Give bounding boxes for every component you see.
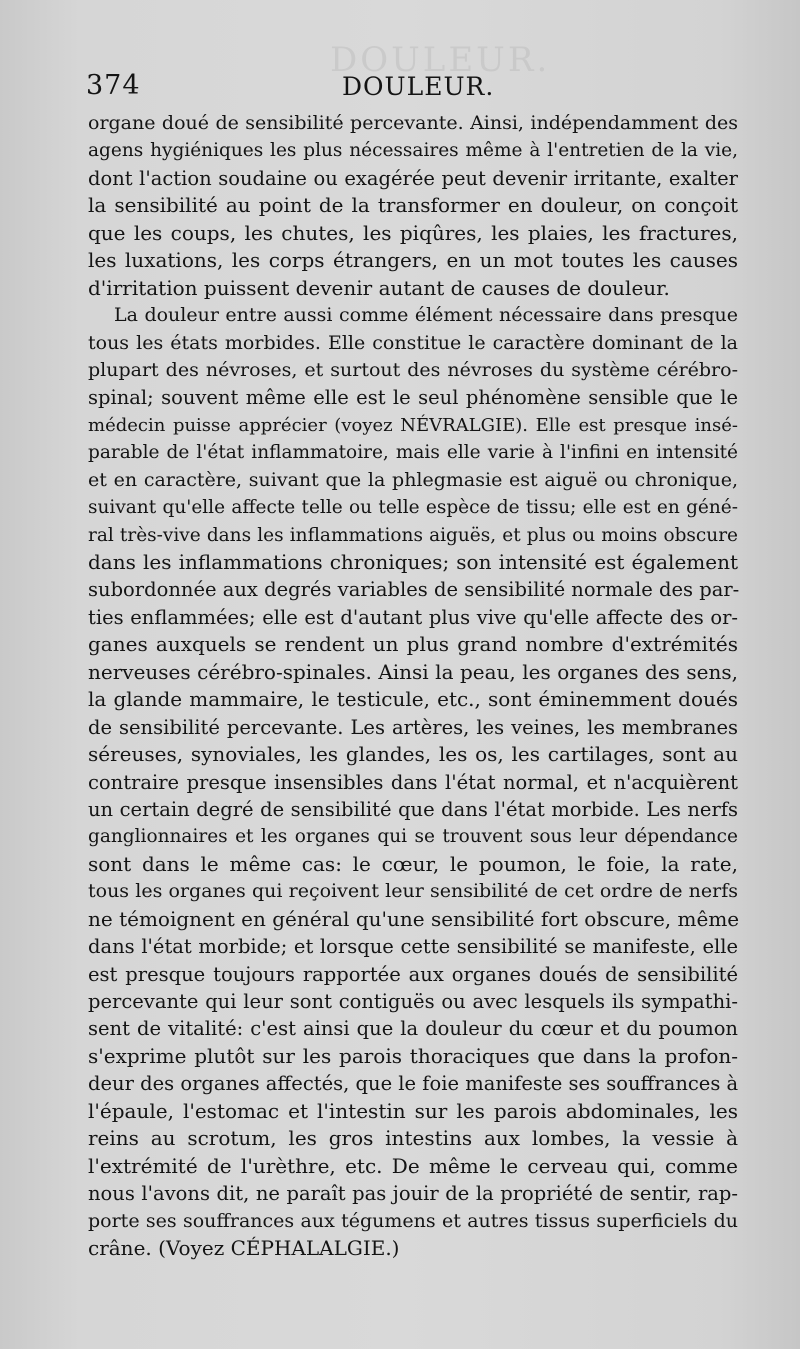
text-line: percevante qui leur sont contiguës ou avec lesquels ils sympathi- bbox=[88, 990, 738, 1013]
text-line: est presque toujours rapportée aux organes doués de sensibilité bbox=[88, 962, 738, 986]
text-line: ganglionnaires et les organes qui se trouvent sous leur dépendance bbox=[88, 826, 738, 848]
running-title: DOULEUR. bbox=[342, 72, 495, 101]
text-line: la sensibilité au point de la transformer en douleur, on conçoit bbox=[88, 193, 738, 218]
text-line: agens hygiéniques les plus nécessaires même à l'entretien de la vie, bbox=[88, 140, 738, 162]
text-line: nerveuses cérébro-spinales. Ainsi la peau, les organes des sens, bbox=[88, 659, 738, 684]
text-line: deur des organes affectés, que le foie manifeste ses souffrances à bbox=[88, 1072, 739, 1096]
text-line: contraire presque insensibles dans l'état normal, et n'acquièrent bbox=[88, 770, 738, 794]
text-line: médecin puisse apprécier (voyez NÉVRALGIE). Elle est presque insé- bbox=[88, 414, 738, 436]
text-line: suivant qu'elle affecte telle ou telle espèce de tissu; elle est en géné- bbox=[88, 497, 738, 519]
text-line: de sensibilité percevante. Les artères, les veines, les membranes bbox=[88, 715, 738, 739]
paragraph-start-line: La douleur entre aussi comme élément nécessaire dans presque bbox=[114, 304, 738, 327]
text-line: tous les organes qui reçoivent leur sensibilité de cet ordre de nerfs bbox=[88, 880, 738, 903]
text-line: séreuses, synoviales, les glandes, les os, les cartilages, sont au bbox=[88, 742, 738, 767]
text-line: reins au scrotum, les gros intestins aux lombes, la vessie à bbox=[88, 1126, 738, 1151]
show-through-text: DOULEUR. bbox=[330, 40, 551, 80]
text-line: organe doué de sensibilité percevante. Ainsi, indépendamment des bbox=[88, 112, 738, 134]
body-text bbox=[88, 110, 738, 1262]
text-line: parable de l'état inflammatoire, mais elle varie à l'infini en intensité bbox=[88, 442, 738, 464]
text-line: dont l'action soudaine ou exagérée peut devenir irritante, exalter bbox=[88, 166, 738, 190]
text-line: dans l'état morbide; et lorsque cette sensibilité se manifeste, elle bbox=[88, 935, 738, 959]
text-line: que les coups, les chutes, les piqûres, les plaies, les fractures, bbox=[88, 220, 738, 245]
text-line: ral très-vive dans les inflammations aiguës, et plus ou moins obscure bbox=[88, 524, 738, 546]
text-line: et en caractère, suivant que la phlegmasie est aiguë ou chronique, bbox=[88, 468, 738, 491]
text-line: porte ses souffrances aux tégumens et autres tissus superficiels du bbox=[88, 1209, 738, 1232]
text-line: crâne. (Voyez CÉPHALALGIE.) bbox=[88, 1235, 400, 1260]
text-line: dans les inflammations chroniques; son intensité est également bbox=[88, 550, 738, 574]
text-line: s'exprime plutôt sur les parois thoraciques que dans la profon- bbox=[88, 1043, 738, 1068]
text-line: les luxations, les corps étrangers, en un mot toutes les causes bbox=[88, 248, 738, 273]
text-line: un certain degré de sensibilité que dans l'état morbide. Les nerfs bbox=[88, 797, 738, 821]
text-line: la glande mammaire, le testicule, etc., sont éminemment doués bbox=[88, 687, 738, 712]
text-line: d'irritation puissent devenir autant de causes de douleur. bbox=[88, 275, 670, 300]
text-line: tous les états morbides. Elle constitue le caractère dominant de la bbox=[88, 331, 738, 354]
text-line: ties enflammées; elle est d'autant plus vive qu'elle affecte des or- bbox=[88, 605, 738, 629]
running-head bbox=[86, 66, 736, 106]
text-line: ganes auxquels se rendent un plus grand nombre d'extrémités bbox=[88, 632, 738, 657]
text-line: l'épaule, l'estomac et l'intestin sur les parois abdominales, les bbox=[88, 1098, 738, 1123]
text-line: subordonnée aux degrés variables de sensibilité normale des par- bbox=[88, 578, 740, 602]
text-line: spinal; souvent même elle est le seul phénomène sensible que le bbox=[88, 386, 738, 410]
text-line: sont dans le même cas: le cœur, le poumon, le foie, la rate, bbox=[88, 851, 738, 876]
text-line: nous l'avons dit, ne paraît pas jouir de la propriété de sentir, rap- bbox=[88, 1182, 738, 1206]
text-line: sent de vitalité: c'est ainsi que la douleur du cœur et du poumon bbox=[88, 1017, 738, 1041]
text-line: l'extrémité de l'urèthre, etc. De même le cerveau qui, comme bbox=[88, 1153, 738, 1178]
text-line: plupart des névroses, et surtout des névroses du système cérébro- bbox=[88, 358, 738, 381]
text-line: ne témoignent en général qu'une sensibilité fort obscure, même bbox=[88, 906, 740, 931]
page-number: 374 bbox=[86, 70, 141, 101]
